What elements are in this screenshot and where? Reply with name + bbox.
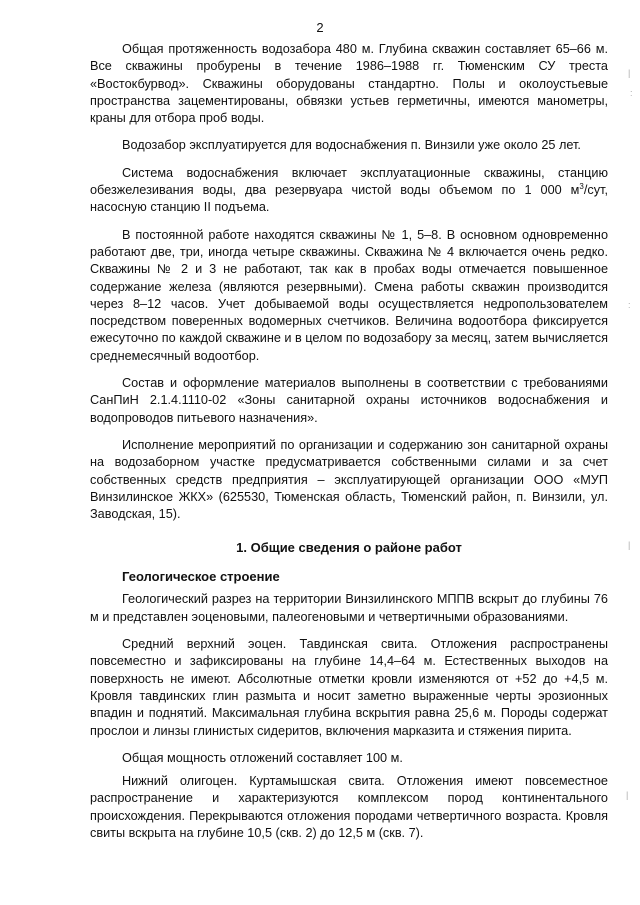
scan-edge-mark: | — [626, 790, 629, 800]
page-number: 2 — [316, 20, 324, 35]
scan-edge-mark: : — [628, 300, 631, 310]
scan-edge-mark: | — [628, 68, 631, 78]
superscript-cubic: 3 — [579, 181, 584, 191]
paragraph-total-thickness: Общая мощность отложений составляет 100 м. — [122, 750, 403, 765]
paragraph-sanitary-protection: Исполнение мероприятий по организации и содержанию зон санитарной охраны на водозаборном участке предусматривается собственными силами и за счет собственных средств предприятия – эксплуатирующей организации ООО «МУП Винзилинское ЖКХ» (625530, Тюменская область, Тюменский район, п. Винзили, ул. Заводская, 15). — [90, 437, 608, 522]
paragraph-exploitation-period: Водозабор эксплуатируется для водоснабжения п. Винзили уже около 25 лет. — [122, 138, 581, 153]
subsection-heading: Геологическое строение — [122, 569, 280, 585]
section-heading: 1. Общие сведения о районе работ — [236, 540, 462, 556]
paragraph-water-supply-text-start: Система водоснабжения включает эксплуатационные скважины, станцию обезжелезивания воды, два резервуара чистой воды объемом по 1 000 м — [90, 165, 608, 198]
paragraph-water-intake-length: Общая протяженность водозабора 480 м. Глубина скважин составляет 65–66 м. Все скважины пробурены в течение 1986–1988 гг. Тюменским СУ треста «Востокбурвод». Скважины оборудованы стандартно. Полы и околоустьевые пространства зацементированы, обвязки устьев герметичны, имеются манометры, краны для отбора проб воды. — [90, 42, 608, 126]
paragraph-regulations: Состав и оформление материалов выполнены в соответствии с требованиями СанПиН 2.1.4.1110-02 «Зоны санитарной охраны источников водоснабжения и водопроводов питьевого назначения». — [90, 376, 608, 425]
paragraph-eocene: Средний верхний эоцен. Тавдинская свита. Отложения распространены повсеместно и зафиксированы на глубине 14,4–64 м. Естественных выходов на поверхность не имеют. Абсолютные отметки кровли изменяются от +52 до +4,5 м. Кровля тавдинских глин размыта и носит заметно выраженные черты эрозионных впадин и поднятий. Максимальная глубина вскрытия равна 25,6 м. Породы содержат прослои и линзы глинистых сидеритов, включения марказита и стяжения пирита. — [90, 637, 608, 738]
paragraph-water-supply-text-end: /сут, насосную станцию II подъема. — [90, 183, 608, 215]
paragraph-well-operation: В постоянной работе находятся скважины № 1, 5–8. В основном одновременно работают две, три, иногда четыре скважины. Скважина № 4 включается очень редко. Скважины № 2 и 3 не работают, так как в пробах воды отмечается повышенное содержание железа (являются резервными). Смена работы скважин производится через 8–12 часов. Учет добываемой воды осуществляется недропользователем посредством поверенных водомерных счетчиков. Величина водоотбора фиксируется ежесуточно по каждой скважине и в целом по водозабору за месяц, затем вычисляется среднемесячный водоотбор. — [90, 227, 608, 363]
paragraph-water-supply-system — [90, 165, 608, 217]
scan-edge-mark: | — [628, 540, 631, 550]
paragraph-oligocene: Нижний олигоцен. Куртамышская свита. Отложения имеют повсеместное распространение и характеризуются комплексом пород континентального происхождения. Перекрываются отложения породами четвертичного возраста. Кровля свиты вскрыта на глубине 10,5 (скв. 2) до 12,5 м (скв. 7). — [90, 774, 608, 840]
scan-edge-mark: : — [630, 88, 633, 98]
document-body — [90, 41, 608, 852]
paragraph-geological-section: Геологический разрез на территории Винзилинского МППВ вскрыт до глубины 76 м и представлен эоценовыми, палеогеновыми и четвертичными образованиями. — [90, 592, 608, 624]
